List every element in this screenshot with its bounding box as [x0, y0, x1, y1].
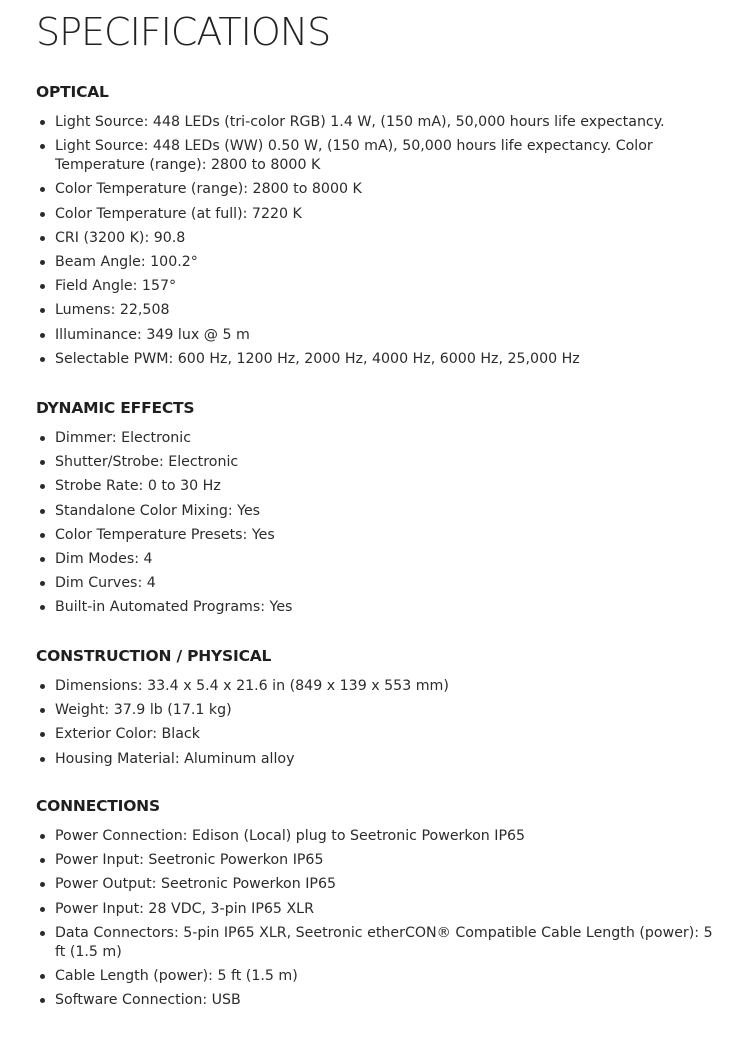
bullet-icon: [40, 460, 45, 465]
list-item: [36, 180, 716, 199]
spec-text: Housing Material: Aluminum alloy: [55, 750, 295, 767]
spec-list-optical: [36, 113, 716, 369]
list-item: [36, 477, 716, 496]
list-item: [36, 598, 716, 617]
list-item: [36, 875, 716, 894]
spec-text: CRI (3200 K): 90.8: [55, 229, 186, 246]
bullet-icon: [40, 974, 45, 979]
list-item: [36, 526, 716, 545]
bullet-icon: [40, 436, 45, 441]
list-item: [36, 502, 716, 521]
spec-text: Power Input: 28 VDC, 3-pin IP65 XLR: [55, 900, 314, 917]
spec-text: Lumens: 22,508: [55, 302, 170, 319]
list-item: [36, 851, 716, 870]
list-item: [36, 205, 716, 224]
spec-text: Dimensions: 33.4 x 5.4 x 21.6 in (849 x 139 x 553 mm): [55, 678, 449, 694]
spec-text: Beam Angle: 100.2°: [55, 253, 198, 270]
bullet-icon: [40, 144, 45, 149]
list-item: [36, 550, 716, 569]
section-construction-physical: [36, 646, 716, 774]
section-connections: [36, 796, 716, 1015]
bullet-icon: [40, 732, 45, 737]
list-item: [36, 137, 716, 175]
list-item: [36, 750, 716, 769]
bullet-icon: [40, 931, 45, 936]
section-dynamic-effects: [36, 398, 716, 623]
spec-text: Shutter/Strobe: Electronic: [55, 454, 239, 471]
bullet-icon: [40, 212, 45, 217]
spec-text: Strobe Rate: 0 to 30 Hz: [55, 478, 221, 495]
bullet-icon: [40, 882, 45, 887]
spec-text: Power Connection: Edison (Local) plug to Seetronic Powerkon IP65: [55, 828, 526, 844]
list-item: [36, 229, 716, 248]
spec-text: Power Input: Seetronic Powerkon IP65: [55, 852, 324, 869]
list-item: [36, 429, 716, 448]
list-item: [36, 900, 716, 919]
spec-text: Built-in Automated Programs: Yes: [55, 599, 293, 616]
list-item: [36, 991, 716, 1010]
spec-text: Field Angle: 157°: [55, 278, 177, 295]
bullet-icon: [40, 284, 45, 289]
bullet-icon: [40, 834, 45, 839]
bullet-icon: [40, 357, 45, 362]
spec-text: Exterior Color: Black: [55, 726, 200, 743]
bullet-icon: [40, 236, 45, 241]
bullet-icon: [40, 187, 45, 192]
list-item: [36, 677, 716, 696]
page-title: SPECIFICATIONS: [36, 10, 331, 54]
section-heading-construction-physical: CONSTRUCTION / PHYSICAL: [36, 647, 272, 665]
spec-text: Selectable PWM: 600 Hz, 1200 Hz, 2000 Hz, 4000 Hz, 6000 Hz, 25,000 Hz: [55, 350, 580, 367]
list-item: [36, 326, 716, 345]
list-item: [36, 350, 716, 369]
spec-text: Color Temperature (range): 2800 to 8000 K: [55, 181, 362, 198]
list-item: [36, 113, 716, 132]
spec-text: Data Connectors: 5-pin IP65 XLR, Seetronic etherCON® Compatible Cable Length (power): 5 ft (1.5 m): [55, 924, 713, 960]
spec-text: Software Connection: USB: [55, 992, 241, 1009]
spec-list-connections: [36, 827, 716, 1010]
spec-text: Dim Curves: 4: [55, 575, 156, 592]
bullet-icon: [40, 509, 45, 514]
spec-text: Dim Modes: 4: [55, 550, 153, 567]
bullet-icon: [40, 708, 45, 713]
bullet-icon: [40, 557, 45, 562]
list-item: [36, 253, 716, 272]
list-item: [36, 725, 716, 744]
spec-text: Color Temperature (at full): 7220 K: [55, 205, 302, 222]
spec-list-construction-physical: [36, 677, 716, 769]
bullet-icon: [40, 757, 45, 762]
bullet-icon: [40, 605, 45, 610]
section-optical: [36, 82, 716, 374]
bullet-icon: [40, 581, 45, 586]
list-item: [36, 924, 716, 962]
bullet-icon: [40, 858, 45, 863]
bullet-icon: [40, 333, 45, 338]
spec-text: Weight: 37.9 lb (17.1 kg): [55, 702, 232, 719]
bullet-icon: [40, 260, 45, 265]
bullet-icon: [40, 684, 45, 689]
list-item: [36, 574, 716, 593]
spec-list-dynamic-effects: [36, 429, 716, 617]
spec-text: Illuminance: 349 lux @ 5 m: [55, 326, 250, 343]
list-item: [36, 967, 716, 986]
spec-page: [36, 0, 716, 1009]
bullet-icon: [40, 998, 45, 1003]
bullet-icon: [40, 907, 45, 912]
bullet-icon: [40, 308, 45, 313]
section-heading-dynamic-effects: DYNAMIC EFFECTS: [36, 399, 195, 417]
section-heading-connections: CONNECTIONS: [36, 797, 160, 815]
spec-text: Color Temperature Presets: Yes: [55, 526, 275, 543]
spec-text: Dimmer: Electronic: [55, 430, 192, 446]
list-item: [36, 277, 716, 296]
bullet-icon: [40, 533, 45, 538]
spec-text: Cable Length (power): 5 ft (1.5 m): [55, 967, 298, 984]
bullet-icon: [40, 484, 45, 489]
list-item: [36, 827, 716, 846]
list-item: [36, 701, 716, 720]
spec-text: Light Source: 448 LEDs (WW) 0.50 W, (150 mA), 50,000 hours life expectancy. Color Temperature (range): 2800 to 8000 K: [55, 138, 653, 174]
list-item: [36, 301, 716, 320]
list-item: [36, 453, 716, 472]
spec-text: Standalone Color Mixing: Yes: [55, 502, 261, 519]
spec-text: Power Output: Seetronic Powerkon IP65: [55, 876, 337, 893]
spec-text: Light Source: 448 LEDs (tri-color RGB) 1.4 W, (150 mA), 50,000 hours life expectancy.: [55, 114, 665, 130]
section-heading-optical: OPTICAL: [36, 83, 109, 101]
bullet-icon: [40, 120, 45, 125]
